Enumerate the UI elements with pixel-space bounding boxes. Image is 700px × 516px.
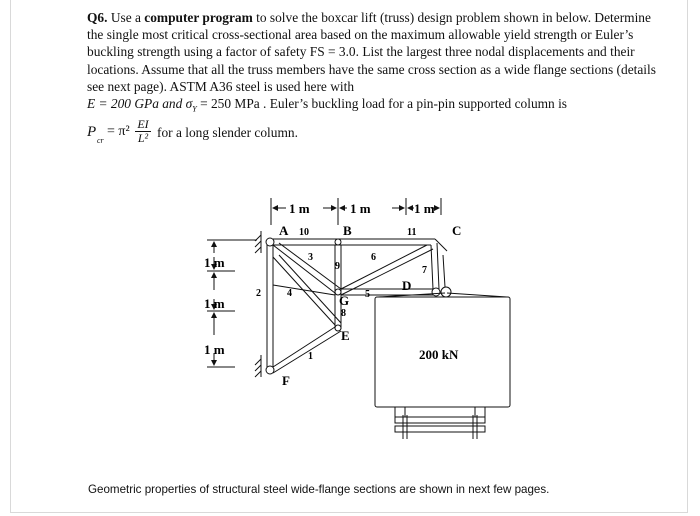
problem-text-1: Use a — [107, 10, 145, 25]
member-10-label: 10 — [299, 227, 309, 238]
member-3-label: 3 — [308, 252, 313, 263]
member-1-label: 1 — [308, 351, 313, 362]
member-8-label: 8 — [341, 308, 346, 319]
dim-top-1: 1 m — [289, 201, 310, 216]
dim-left-3: 1 m — [204, 342, 225, 357]
euler-formula — [87, 118, 387, 152]
node-g-label: G — [339, 293, 350, 308]
member-6-label: 6 — [371, 252, 376, 263]
node-f-label: F — [282, 373, 290, 388]
node-e-label: E — [341, 328, 350, 343]
member-11-label: 11 — [407, 227, 417, 238]
node-c-label: C — [452, 223, 462, 238]
member-4-label: 4 — [287, 288, 292, 299]
dim-left-2: 1 m — [204, 296, 225, 311]
boxcar — [375, 293, 510, 439]
left-dimension — [204, 240, 257, 367]
problem-number: Q6. — [87, 10, 108, 25]
node-b-label: B — [343, 223, 352, 238]
node-d-label: D — [402, 278, 412, 293]
member-9-label: 9 — [335, 261, 340, 272]
dim-left-1: 1 m — [204, 255, 225, 270]
problem-text-3: E = 200 GPa and σ — [87, 96, 193, 112]
formula-cr: cr — [97, 136, 104, 145]
member-5-label: 5 — [365, 289, 370, 300]
truss-figure — [195, 195, 515, 455]
dim-top-3: 1 m — [414, 201, 435, 216]
formula-rest: for a long slender column. — [157, 125, 298, 140]
top-dimension — [271, 198, 441, 225]
member-2-label: 2 — [256, 288, 261, 299]
problem-text-2: to solve the boxcar lift (truss) design problem shown in below. Determine the single most critical cross-sectional area based on the maximum allowable yield strength or Euler’s buckling strength using a factor of safety FS = 3.0. List the largest three nodal displacements and their locations. Assume that all the truss members have the same cross section as a wide flange sections (details see next page). ASTM A36 steel is used here with — [87, 10, 656, 94]
dim-top-2: 1 m — [350, 201, 371, 216]
wall-supports — [255, 231, 261, 377]
problem-statement — [87, 9, 667, 118]
formula-fraction — [135, 118, 151, 145]
problem-bold-phrase: computer program — [144, 10, 253, 25]
formula-eq: = π² — [107, 124, 130, 139]
formula-numerator: EI — [135, 118, 151, 132]
problem-text-4: = 250 MPa . Euler’s buckling load for a pin-pin supported column is — [196, 96, 568, 112]
formula-p: P — [87, 124, 97, 140]
load-label: 200 kN — [419, 347, 459, 362]
footer-note: Geometric properties of structural steel wide-flange sections are shown in next few pages. — [88, 483, 550, 496]
formula-denominator: L² — [137, 131, 149, 145]
problem-sub-y: Y — [192, 104, 197, 114]
member-7-label: 7 — [422, 265, 427, 276]
node-a-label: A — [279, 223, 289, 238]
